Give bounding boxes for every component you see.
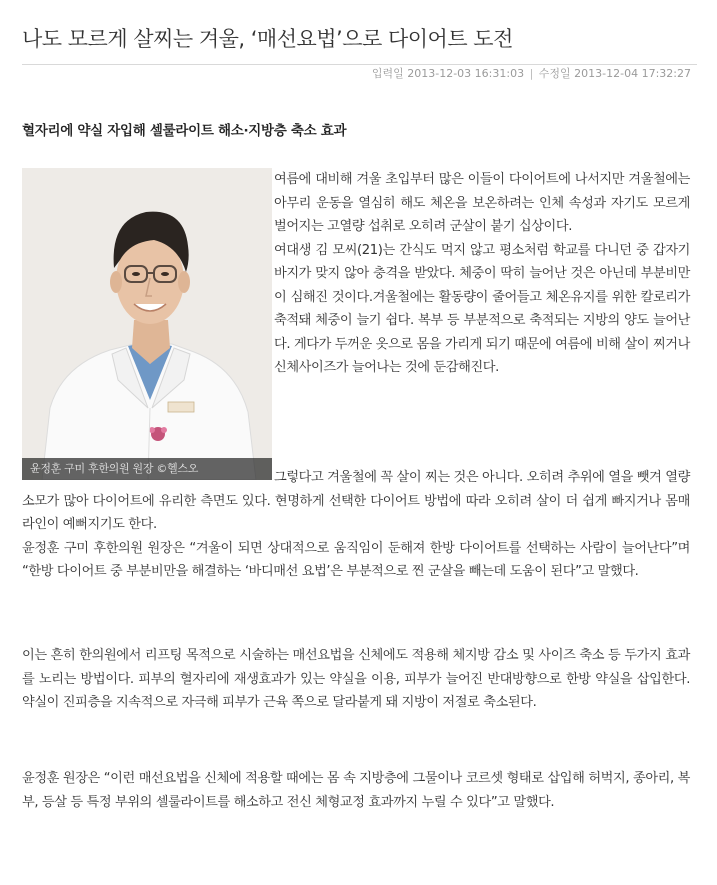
- paragraph-6: 윤정훈 원장은 “이런 매선요법을 신체에 적용할 때에는 몸 속 지방층에 그물이나 코르셋 형태로 삽입해 허벅지, 종아리, 복부, 등살 등 특정 부위의 셀룰라이트를 해소하고 전신 체형교정 효과까지 누릴 수 있다”고 말했다.: [22, 771, 690, 810]
- article-subhead: 혈자리에 약실 자입해 셀룰라이트 해소·지방층 축소 효과: [22, 123, 347, 139]
- date-separator: |: [529, 67, 534, 80]
- input-date-label: 입력일: [371, 67, 404, 80]
- input-date-value: 2013-12-03 16:31:03: [407, 67, 525, 80]
- title-divider: [22, 64, 697, 65]
- modified-date-value: 2013-12-04 17:32:27: [574, 67, 691, 80]
- paragraph-5: 이는 흔히 한의원에서 리프팅 목적으로 시술하는 매선요법을 신체에도 적용해 체지방 감소 및 사이즈 축소 등 두가지 효과를 노리는 방법이다. 피부의 혈자리에 재생효과가 있는 약실을 이용, 피부가 늘어진 반대방향으로 한방 약실을 삽입한다. 약실이 진피층을 지속적으로 자극해 피부가 근육 쪽으로 달라붙게 돼 지방이 저절로 축소된다.: [22, 648, 690, 710]
- paragraph-2: 여대생 김 모씨(21)는 간식도 먹지 않고 평소처럼 학교를 다니던 중 갑자기 바지가 맞지 않아 충격을 받았다. 체중이 딱히 늘어난 것은 아닌데 부분비만이 심해진 것이다.겨울철에는 활동량이 줄어들고 체온유지를 위한 칼로리가 축적돼 체중이 늘기 쉽다. 복부 등 부분적으로 축적되는 지방의 양도 늘어난다. 게다가 두꺼운 옷으로 몸을 가리게 되기 때문에 여름에 비해 살이 찌거나 신체사이즈가 늘어나는 것에 둔감해진다.: [274, 242, 690, 375]
- modified-date-label: 수정일: [538, 67, 571, 80]
- article-title: 나도 모르게 살찌는 겨울, ‘매선요법’으로 다이어트 도전: [22, 27, 513, 51]
- doctor-portrait-illustration: [22, 168, 272, 480]
- photo-caption: 윤정훈 구미 후한의원 원장 ©헬스오: [22, 458, 272, 480]
- paragraph-6-block: [22, 767, 690, 814]
- article-dates: [372, 66, 691, 82]
- article-photo: [22, 168, 272, 480]
- full-width-text: [22, 466, 690, 584]
- wrapped-text-column: [274, 168, 690, 380]
- paragraph-1: 여름에 대비해 겨울 초입부터 많은 이들이 다이어트에 나서지만 겨울철에는 아무리 운동을 열심히 해도 체온을 보온하려는 인체 속성과 자기도 모르게 벌어지는 고열량 섭취로 오히려 군살이 붙기 십상이다.: [274, 172, 690, 234]
- paragraph-4: 윤정훈 구미 후한의원 원장은 “겨울이 되면 상대적으로 움직임이 둔해져 한방 다이어트를 선택하는 사람이 늘어난다”며 “한방 다이어트 중 부분비만을 해결하는 ‘바디매선 요법’은 부분적으로 찐 군살을 빼는데 도움이 된다”고 말했다.: [22, 540, 690, 579]
- paragraph-5-block: [22, 644, 690, 715]
- paragraph-3: 그렇다고 겨울철에 꼭 살이 찌는 것은 아니다. 오히려 추위에 열을 뺏겨 열량 소모가 많아 다이어트에 유리한 측면도 있다. 현명하게 선택한 다이어트 방법에 따라 오히려 살이 더 쉽게 빠지거나 몸매라인이 예뻐지기도 한다.: [22, 470, 690, 532]
